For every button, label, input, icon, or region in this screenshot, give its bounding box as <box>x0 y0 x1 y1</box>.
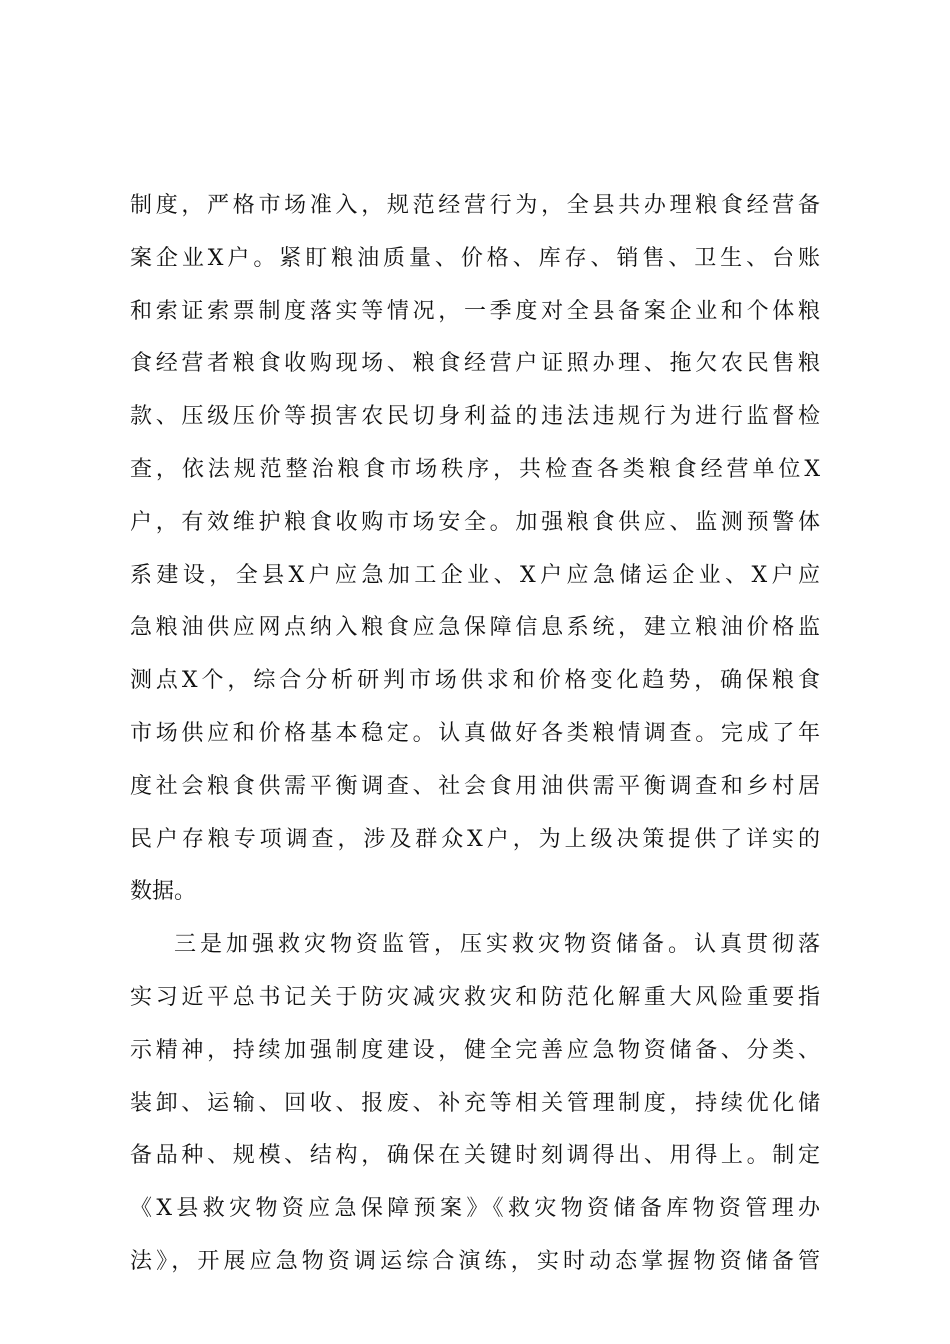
text-line: 市场供应和价格基本稳定。认真做好各类粮情调查。完成了年 <box>130 720 820 746</box>
text-line: 查，依法规范整治粮食市场秩序，共检查各类粮食经营单位X <box>130 456 820 482</box>
text-line-paragraph-end: 数据。 <box>130 879 197 905</box>
text-line: 制度，严格市场准入，规范经营行为，全县共办理粮食经营备 <box>130 193 820 218</box>
text-line-paragraph-start: 三是加强救灾物资监管，压实救灾物资储备。认真贯彻落 <box>174 932 820 958</box>
text-line: 款、压级压价等损害农民切身利益的违法违规行为进行监督检 <box>130 404 820 430</box>
text-line: 案企业X户。紧盯粮油质量、价格、库存、销售、卫生、台账 <box>130 245 820 271</box>
text-line: 急粮油供应网点纳入粮食应急保障信息系统，建立粮油价格监 <box>130 615 820 641</box>
text-line: 实习近平总书记关于防灾减灾救灾和防范化解重大风险重要指 <box>130 984 820 1010</box>
text-line: 《X县救灾物资应急保障预案》《救灾物资储备库物资管理办 <box>130 1196 820 1222</box>
text-line: 食经营者粮食收购现场、粮食经营户证照办理、拖欠农民售粮 <box>130 351 820 377</box>
text-line: 测点X个，综合分析研判市场供求和价格变化趋势，确保粮食 <box>130 668 820 694</box>
text-line: 和索证索票制度落实等情况，一季度对全县备案企业和个体粮 <box>130 298 820 324</box>
text-line: 户，有效维护粮食收购市场安全。加强粮食供应、监测预警体 <box>130 509 820 535</box>
text-line: 备品种、规模、结构，确保在关键时刻调得出、用得上。制定 <box>130 1143 820 1169</box>
text-line: 装卸、运输、回收、报废、补充等相关管理制度，持续优化储 <box>130 1090 820 1116</box>
text-line: 法》，开展应急物资调运综合演练，实时动态掌握物资储备管 <box>130 1248 820 1274</box>
text-line: 示精神，持续加强制度建设，健全完善应急物资储备、分类、 <box>130 1037 820 1063</box>
text-line: 度社会粮食供需平衡调查、社会食用油供需平衡调查和乡村居 <box>130 773 820 799</box>
body-text <box>130 180 820 1289</box>
text-line: 民户存粮专项调查，涉及群众X户，为上级决策提供了详实的 <box>130 826 820 852</box>
text-line: 系建设，全县X户应急加工企业、X户应急储运企业、X户应 <box>130 562 820 588</box>
